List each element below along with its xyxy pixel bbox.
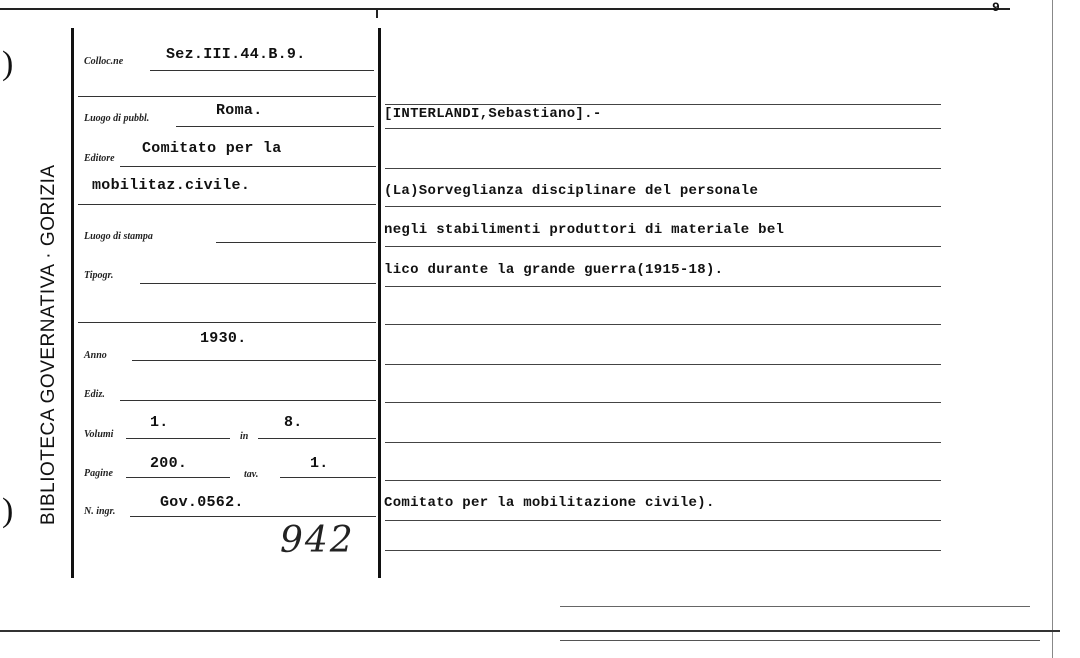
volumi-underline xyxy=(126,438,230,439)
entry-title-line1: (La)Sorveglianza disciplinare del personale xyxy=(384,183,759,199)
punch-hole-mark-top: ) xyxy=(2,45,14,82)
editore-underline-2 xyxy=(78,204,376,205)
in-underline xyxy=(258,438,376,439)
punch-hole-mark-bottom: ) xyxy=(2,492,14,529)
anno-value: 1930. xyxy=(200,330,247,347)
n-ingr-value: Gov.0562. xyxy=(160,494,244,511)
entry-title-line3: lico durante la grande guerra(1915-18). xyxy=(384,262,724,278)
pagine-label: Pagine xyxy=(84,468,113,479)
right-rule-4 xyxy=(385,206,941,207)
entry-author: [INTERLANDI,Sebastiano].- xyxy=(384,106,602,122)
editore-value-line2: mobilitaz.civile. xyxy=(92,177,251,194)
right-rule-6 xyxy=(385,286,941,287)
row-rule-2 xyxy=(78,322,376,323)
volumi-label: Volumi xyxy=(84,429,114,440)
right-rule-10 xyxy=(385,442,941,443)
pagine-underline xyxy=(126,477,230,478)
bottom-scan-artifact xyxy=(560,640,1040,641)
tav-value: 1. xyxy=(310,455,329,472)
luogo-stampa-label: Luogo di stampa xyxy=(84,231,153,242)
left-column-rule xyxy=(71,28,74,578)
right-rule-8 xyxy=(385,364,941,365)
ediz-label: Ediz. xyxy=(84,389,105,400)
center-column-rule xyxy=(378,28,381,578)
tipogr-label: Tipogr. xyxy=(84,270,114,281)
page-number: 9 xyxy=(992,0,1000,15)
editore-label: Editore xyxy=(84,153,115,164)
right-rule-13 xyxy=(385,550,941,551)
anno-underline xyxy=(132,360,376,361)
entry-title-line2: negli stabilimenti produttori di materiale bel xyxy=(384,222,785,238)
in-label: in xyxy=(240,431,249,442)
collocazione-label: Colloc.ne xyxy=(84,56,124,67)
right-rule-7 xyxy=(385,324,941,325)
right-rule-2 xyxy=(385,128,941,129)
entry-publisher-note: Comitato per la mobilitazione civile). xyxy=(384,495,715,511)
handwritten-number: 942 xyxy=(280,520,355,561)
pagine-value: 200. xyxy=(150,455,188,472)
editore-underline xyxy=(120,166,376,167)
card-bottom-border xyxy=(0,630,1060,632)
in-value: 8. xyxy=(284,414,303,431)
bottom-faint-rule xyxy=(560,606,1030,607)
luogo-pubbl-underline xyxy=(176,126,374,127)
tipogr-underline xyxy=(140,283,376,284)
right-rule-11 xyxy=(385,480,941,481)
tav-underline xyxy=(280,477,376,478)
n-ingr-label: N. ingr. xyxy=(84,506,116,517)
row-rule xyxy=(78,96,376,97)
editore-value-line1: Comitato per la xyxy=(142,140,282,157)
volumi-value: 1. xyxy=(150,414,169,431)
luogo-pubbl-label: Luogo di pubbl. xyxy=(84,113,150,124)
ediz-underline xyxy=(120,400,376,401)
collocazione-value: Sez.III.44.B.9. xyxy=(166,46,306,63)
right-rule-5 xyxy=(385,246,941,247)
right-rule-3 xyxy=(385,168,941,169)
right-rule-1 xyxy=(385,104,941,105)
luogo-pubbl-value: Roma. xyxy=(216,102,263,119)
right-rule-9 xyxy=(385,402,941,403)
anno-label: Anno xyxy=(84,350,107,361)
n-ingr-underline xyxy=(130,516,376,517)
card-top-border xyxy=(0,8,1010,10)
library-name: BIBLIOTECA GOVERNATIVA · GORIZIA xyxy=(38,164,59,525)
right-rule-12 xyxy=(385,520,941,521)
top-tick-mark xyxy=(376,10,378,18)
card-right-edge xyxy=(1052,0,1053,658)
tav-label: tav. xyxy=(244,469,259,480)
collocazione-underline xyxy=(150,70,374,71)
luogo-stampa-underline xyxy=(216,242,376,243)
